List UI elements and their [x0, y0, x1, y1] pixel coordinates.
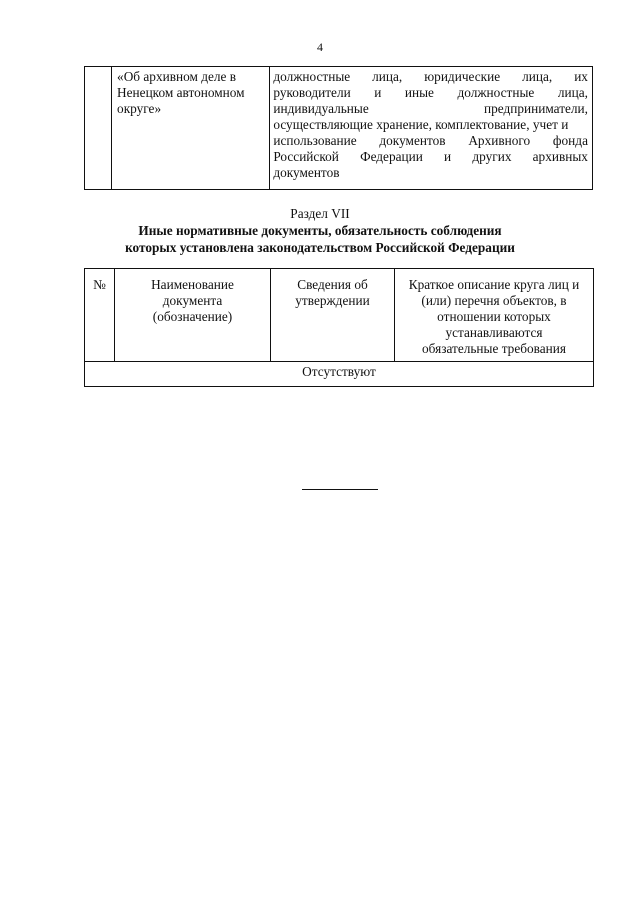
word: должностные	[273, 69, 351, 84]
header-line: (обозначение)	[152, 309, 233, 324]
word: использование	[273, 133, 357, 148]
header-number: №	[85, 269, 115, 362]
word: Федерации	[360, 149, 423, 164]
word: индивидуальные	[273, 101, 369, 116]
subjects-line	[273, 85, 588, 101]
row-number-cell	[85, 67, 112, 190]
word: и	[444, 149, 452, 164]
header-line: Краткое описание круга лиц и	[408, 277, 580, 292]
header-line: устанавливаются	[445, 325, 543, 340]
section-title-line: Иные нормативные документы, обязательность соблюдения	[138, 223, 502, 238]
header-document-name	[115, 269, 271, 362]
word: других	[472, 149, 512, 164]
word: иные	[404, 85, 434, 100]
subjects-line: документов	[273, 165, 340, 180]
word: юридические	[424, 69, 501, 84]
word: руководители	[273, 85, 351, 100]
word: лица,	[557, 85, 588, 100]
acts-table-continuation	[84, 66, 593, 190]
closing-rule	[302, 489, 378, 490]
table-row	[85, 67, 593, 190]
header-line: утверждении	[295, 293, 370, 308]
word: документов	[379, 133, 446, 148]
absent-cell: Отсутствуют	[85, 362, 594, 387]
subjects-line	[273, 101, 588, 117]
word: и	[374, 85, 382, 100]
word: лица,	[522, 69, 553, 84]
other-documents-table	[84, 268, 594, 387]
section-title-line: которых установлена законодательством Российской Федерации	[125, 240, 515, 255]
word: архивных	[532, 149, 588, 164]
law-name-line: «Об архивном деле в	[117, 69, 237, 84]
subjects-line	[273, 133, 588, 149]
subjects-line	[273, 69, 588, 85]
law-name-line: округе»	[117, 101, 162, 116]
word: предприниматели,	[483, 101, 588, 116]
word: фонда	[552, 133, 588, 148]
header-line: отношении которых	[437, 309, 551, 324]
word: их	[574, 69, 588, 84]
header-line: (или) перечня объектов, в	[421, 293, 567, 308]
table-header-row	[85, 269, 594, 362]
page-number: 4	[317, 40, 323, 54]
header-line: Сведения об	[297, 277, 368, 292]
word: Российской	[273, 149, 339, 164]
subjects-line	[273, 149, 588, 165]
header-line: обязательные требования	[422, 341, 566, 356]
header-description	[395, 269, 594, 362]
word: должностные	[457, 85, 535, 100]
word: лица,	[372, 69, 403, 84]
header-line: документа	[162, 293, 223, 308]
table-row	[85, 362, 594, 387]
header-line: Наименование	[151, 277, 234, 292]
header-approval-info	[271, 269, 395, 362]
subjects-line: осуществляющие хранение, комплектование, учет и	[273, 117, 569, 132]
law-name-cell	[112, 67, 270, 190]
section-label: Раздел VII	[290, 206, 350, 221]
subjects-cell	[270, 67, 593, 190]
law-name-line: Ненецком автономном	[117, 85, 245, 100]
word: Архивного	[468, 133, 531, 148]
section-heading	[0, 205, 640, 256]
